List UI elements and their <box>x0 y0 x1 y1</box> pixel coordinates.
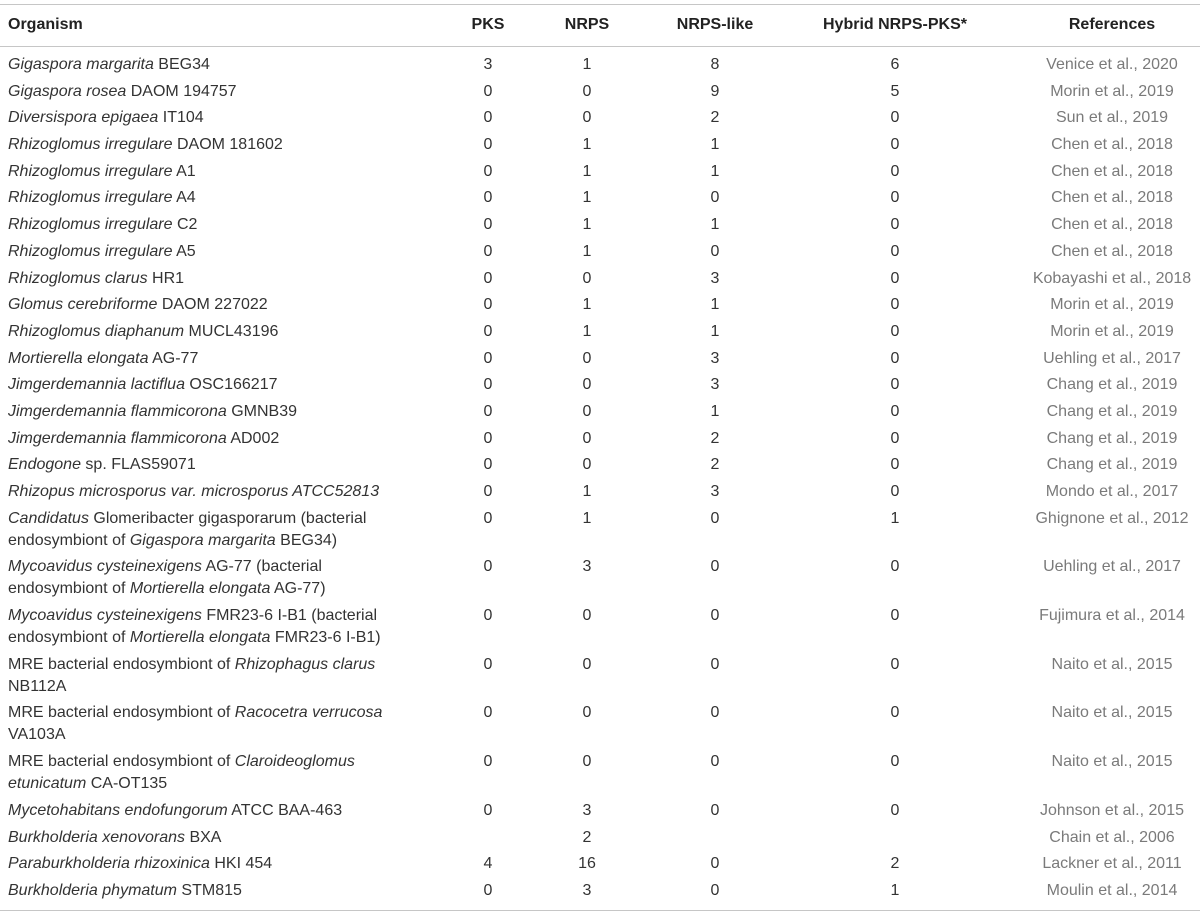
table-row <box>0 479 1200 506</box>
cell-reference: Naito et al., 2015 <box>1051 753 1173 771</box>
cell-nrps: 1 <box>582 56 592 73</box>
cell-nrps: 0 <box>582 269 592 287</box>
cell-hybrid-nrps-pks: 0 <box>890 607 900 625</box>
cell-nrps: 1 <box>582 296 592 314</box>
cell-reference: Chang et al., 2019 <box>1046 456 1178 474</box>
cell-pks: 0 <box>483 376 493 394</box>
cell-organism <box>0 158 440 185</box>
cell-nrps: 0 <box>582 429 592 447</box>
cell-hybrid-nrps-pks: 0 <box>890 429 900 447</box>
taxon-name: Jimgerdemannia flammicorona <box>8 402 227 420</box>
cell-organism <box>0 319 440 346</box>
organism-text: MRE bacterial endosymbiont of <box>8 655 235 673</box>
organism-text: sp. FLAS59071 <box>80 456 196 474</box>
taxon-name: Gigaspora rosea <box>8 82 127 100</box>
organism-text: OSC166217 <box>184 376 278 394</box>
organism-text: NB112A <box>8 677 67 695</box>
cell-hybrid-nrps-pks: 0 <box>890 349 900 367</box>
cell-reference: Morin et al., 2019 <box>1050 322 1174 340</box>
taxon-name: Gigaspora margarita <box>8 56 154 73</box>
organism-text: FMR23-6 I-B1) <box>270 629 381 647</box>
table-header-row <box>0 5 1200 47</box>
organism-text: DAOM 194757 <box>126 82 237 100</box>
cell-nrps-like: 2 <box>710 429 720 447</box>
table-row <box>0 185 1200 212</box>
cell-reference: Chain et al., 2006 <box>1049 828 1175 846</box>
cell-nrps-like <box>638 824 792 851</box>
table-row <box>0 505 1200 554</box>
header-nrps: NRPS <box>564 16 610 33</box>
cell-nrps-like: 0 <box>710 242 720 260</box>
taxon-name: Rhizoglomus irregulare <box>8 216 173 234</box>
table-row <box>0 749 1200 798</box>
header-organism: Organism <box>8 16 83 33</box>
cell-hybrid-nrps-pks: 0 <box>890 655 900 673</box>
cell-organism <box>0 554 440 603</box>
cell-hybrid-nrps-pks: 0 <box>890 402 900 420</box>
cell-hybrid-nrps-pks: 0 <box>890 269 900 287</box>
table-row <box>0 700 1200 749</box>
table-row <box>0 425 1200 452</box>
organism-text: ATCC BAA-463 <box>227 801 343 819</box>
cell-nrps-like: 1 <box>710 136 720 154</box>
organism-text: HR1 <box>147 269 185 287</box>
cell-pks: 0 <box>483 881 493 899</box>
taxon-name: Diversispora epigaea <box>8 109 159 127</box>
cell-hybrid-nrps-pks: 0 <box>890 558 900 576</box>
cell-nrps-like: 3 <box>710 483 720 500</box>
taxon-name: Mycetohabitans endofungorum <box>8 801 228 819</box>
cell-nrps: 1 <box>582 509 592 527</box>
cell-nrps-like: 9 <box>710 82 720 100</box>
cell-hybrid-nrps-pks: 0 <box>890 322 900 340</box>
taxon-name: Rhizopus microsporus var. microsporus ATCC52813 <box>8 483 380 500</box>
cell-organism <box>0 851 440 878</box>
cell-nrps: 1 <box>582 242 592 260</box>
cell-reference: Chen et al., 2018 <box>1051 216 1173 234</box>
taxon-name: Rhizoglomus irregulare <box>8 136 173 154</box>
cell-pks: 4 <box>483 855 493 873</box>
cell-reference: Chang et al., 2019 <box>1046 402 1178 420</box>
cell-reference: Fujimura et al., 2014 <box>1039 607 1185 625</box>
cell-pks: 0 <box>483 216 493 234</box>
organism-text: Glomeribacter gigasporarum (bacterial endosymbiont of <box>8 509 367 549</box>
cell-pks: 3 <box>483 56 493 73</box>
table-row <box>0 212 1200 239</box>
cell-organism <box>0 185 440 212</box>
table-row <box>0 238 1200 265</box>
table-row <box>0 292 1200 319</box>
cell-nrps: 1 <box>582 189 592 207</box>
cell-nrps-like: 2 <box>710 109 720 127</box>
table-row <box>0 603 1200 652</box>
organism-text: DAOM 227022 <box>157 296 268 314</box>
cell-hybrid-nrps-pks: 0 <box>890 483 900 500</box>
cell-organism <box>0 505 440 554</box>
cell-nrps-like: 0 <box>710 189 720 207</box>
header-nrps-like: NRPS-like <box>676 16 754 33</box>
cell-nrps-like: 0 <box>710 881 720 899</box>
cell-reference: Chang et al., 2019 <box>1046 429 1178 447</box>
cell-organism <box>0 238 440 265</box>
cell-nrps: 1 <box>582 136 592 154</box>
cell-reference: Chen et al., 2018 <box>1051 242 1173 260</box>
header-references: References <box>1068 16 1156 33</box>
taxon-name: Jimgerdemannia lactiflua <box>8 376 185 394</box>
cell-nrps: 0 <box>582 376 592 394</box>
cell-nrps-like: 3 <box>710 376 720 394</box>
taxon-name: Mycoavidus cysteinexigens <box>8 558 202 576</box>
cell-organism <box>0 878 440 910</box>
cell-pks: 0 <box>483 558 493 576</box>
organism-text: BXA <box>185 828 222 846</box>
cell-hybrid-nrps-pks <box>792 824 998 851</box>
table-body <box>0 47 1200 910</box>
cell-organism <box>0 797 440 824</box>
cell-nrps: 0 <box>582 607 592 625</box>
cell-nrps-like: 0 <box>710 558 720 576</box>
organism-text: AG-77 <box>148 349 199 367</box>
organism-text: MRE bacterial endosymbiont of <box>8 753 235 771</box>
cell-pks: 0 <box>483 655 493 673</box>
cell-nrps-like: 0 <box>710 655 720 673</box>
cell-nrps: 0 <box>582 655 592 673</box>
taxon-name: Mortierella elongata <box>129 580 271 598</box>
cell-nrps-like: 3 <box>710 269 720 287</box>
cell-hybrid-nrps-pks: 0 <box>890 189 900 207</box>
cell-reference: Mondo et al., 2017 <box>1045 483 1179 500</box>
cell-organism <box>0 47 440 78</box>
cell-nrps: 1 <box>582 322 592 340</box>
cell-pks: 0 <box>483 704 493 722</box>
cell-hybrid-nrps-pks: 0 <box>890 296 900 314</box>
taxon-name: Rhizoglomus diaphanum <box>8 322 185 340</box>
taxon-name: Mortierella elongata <box>8 349 149 367</box>
cell-nrps: 3 <box>582 558 592 576</box>
cell-nrps: 0 <box>582 753 592 771</box>
table-row <box>0 372 1200 399</box>
cell-hybrid-nrps-pks: 0 <box>890 753 900 771</box>
organism-text: FMR23-6 I-B1 (bacterial endosymbiont of <box>8 607 378 647</box>
cell-organism <box>0 292 440 319</box>
cell-organism <box>0 651 440 700</box>
cell-pks: 0 <box>483 269 493 287</box>
cell-reference: Naito et al., 2015 <box>1051 704 1173 722</box>
cell-pks: 0 <box>483 429 493 447</box>
cell-nrps-like: 1 <box>710 402 720 420</box>
cell-reference: Moulin et al., 2014 <box>1046 881 1178 899</box>
cell-organism <box>0 132 440 159</box>
organism-text: A4 <box>172 189 196 207</box>
cell-hybrid-nrps-pks: 1 <box>890 509 900 527</box>
organism-text: AD002 <box>226 429 280 447</box>
organism-text: MRE bacterial endosymbiont of <box>8 704 235 722</box>
cell-nrps: 0 <box>582 109 592 127</box>
cell-pks: 0 <box>483 349 493 367</box>
cell-reference: Ghignone et al., 2012 <box>1035 509 1189 527</box>
cell-reference: Chen et al., 2018 <box>1051 162 1173 180</box>
cell-nrps-like: 0 <box>710 509 720 527</box>
cell-pks: 0 <box>483 242 493 260</box>
header-hybrid-nrps-pks: Hybrid NRPS-PKS* <box>822 16 968 33</box>
cell-reference: Chen et al., 2018 <box>1051 136 1173 154</box>
taxon-name: Mycoavidus cysteinexigens <box>8 607 202 625</box>
cell-reference: Chang et al., 2019 <box>1046 376 1178 394</box>
cell-nrps: 1 <box>582 162 592 180</box>
taxon-name: Paraburkholderia rhizoxinica <box>8 855 210 873</box>
cell-nrps-like: 1 <box>710 296 720 314</box>
cell-reference: Sun et al., 2019 <box>1055 109 1169 127</box>
taxon-name: Endogone <box>8 456 81 474</box>
cell-reference: Morin et al., 2019 <box>1050 82 1174 100</box>
cell-nrps-like: 0 <box>710 801 720 819</box>
table-row <box>0 651 1200 700</box>
taxon-name: Gigaspora margarita <box>129 531 276 549</box>
table-row <box>0 554 1200 603</box>
taxon-name: Mortierella elongata <box>129 629 271 647</box>
cell-hybrid-nrps-pks: 0 <box>890 136 900 154</box>
cell-organism <box>0 78 440 105</box>
cell-reference: Uehling et al., 2017 <box>1043 349 1181 367</box>
table-row <box>0 452 1200 479</box>
cell-nrps: 2 <box>582 828 592 846</box>
organism-text: MUCL43196 <box>184 322 279 340</box>
organism-text: GMNB39 <box>226 402 298 420</box>
table-row <box>0 851 1200 878</box>
cell-nrps-like: 0 <box>710 855 720 873</box>
cell-reference: Chen et al., 2018 <box>1051 189 1173 207</box>
cell-pks: 0 <box>483 136 493 154</box>
cell-organism <box>0 479 440 506</box>
cell-organism <box>0 749 440 798</box>
cell-organism <box>0 265 440 292</box>
cell-hybrid-nrps-pks: 0 <box>890 704 900 722</box>
taxon-name: Rhizoglomus irregulare <box>8 242 173 260</box>
cell-nrps: 0 <box>582 456 592 474</box>
organism-text: C2 <box>172 216 198 234</box>
table-row <box>0 265 1200 292</box>
cell-reference: Kobayashi et al., 2018 <box>1032 269 1192 287</box>
cell-nrps-like: 8 <box>710 56 720 73</box>
cell-nrps: 1 <box>582 483 592 500</box>
cell-nrps-like: 0 <box>710 607 720 625</box>
cell-nrps: 3 <box>582 801 592 819</box>
cell-reference: Lackner et al., 2011 <box>1042 855 1182 873</box>
table-row <box>0 319 1200 346</box>
cell-pks: 0 <box>483 189 493 207</box>
cell-reference: Johnson et al., 2015 <box>1039 801 1185 819</box>
cell-hybrid-nrps-pks: 0 <box>890 109 900 127</box>
cell-pks: 0 <box>483 483 493 500</box>
cell-organism <box>0 452 440 479</box>
cell-pks: 0 <box>483 162 493 180</box>
cell-pks: 0 <box>483 753 493 771</box>
organism-text: BEG34) <box>275 531 338 549</box>
organism-text: A1 <box>172 162 196 180</box>
cell-hybrid-nrps-pks: 0 <box>890 801 900 819</box>
table-row <box>0 158 1200 185</box>
cell-hybrid-nrps-pks: 2 <box>890 855 900 873</box>
cell-nrps: 0 <box>582 704 592 722</box>
cell-pks: 0 <box>483 82 493 100</box>
cell-organism <box>0 603 440 652</box>
cell-pks: 0 <box>483 322 493 340</box>
data-table <box>0 4 1200 911</box>
cell-reference: Venice et al., 2020 <box>1046 56 1178 73</box>
cell-hybrid-nrps-pks: 1 <box>890 881 900 899</box>
organism-text: A5 <box>172 242 196 260</box>
cell-organism <box>0 372 440 399</box>
cell-hybrid-nrps-pks: 0 <box>890 456 900 474</box>
table-row <box>0 47 1200 78</box>
cell-pks: 0 <box>483 607 493 625</box>
cell-nrps: 1 <box>582 216 592 234</box>
organism-text: BEG34 <box>153 56 210 73</box>
cell-nrps-like: 0 <box>710 704 720 722</box>
cell-hybrid-nrps-pks: 0 <box>890 242 900 260</box>
taxon-name: Racocetra verrucosa <box>234 704 383 722</box>
taxon-name: Claroideoglomus etunicatum <box>8 753 355 793</box>
cell-reference: Morin et al., 2019 <box>1050 296 1174 314</box>
taxon-name: Rhizoglomus clarus <box>8 269 148 287</box>
cell-organism <box>0 345 440 372</box>
cell-hybrid-nrps-pks: 0 <box>890 216 900 234</box>
taxon-name: Burkholderia phymatum <box>8 881 177 899</box>
cell-nrps-like: 1 <box>710 216 720 234</box>
organism-text: CA-OT135 <box>86 775 168 793</box>
cell-hybrid-nrps-pks: 0 <box>890 162 900 180</box>
taxon-name: Glomus cerebriforme <box>8 296 158 314</box>
cell-organism <box>0 824 440 851</box>
organism-text: AG-77 (bacterial endosymbiont of <box>8 558 322 598</box>
table-row <box>0 132 1200 159</box>
cell-pks: 0 <box>483 109 493 127</box>
table-row <box>0 345 1200 372</box>
cell-pks: 0 <box>483 402 493 420</box>
cell-nrps-like: 1 <box>710 322 720 340</box>
cell-nrps-like: 1 <box>710 162 720 180</box>
header-pks: PKS <box>471 16 505 33</box>
cell-organism <box>0 105 440 132</box>
cell-pks: 0 <box>483 456 493 474</box>
cell-nrps: 3 <box>582 881 592 899</box>
taxon-name: Candidatus <box>8 509 89 527</box>
organism-text: IT104 <box>158 109 204 127</box>
cell-nrps-like: 0 <box>710 753 720 771</box>
organism-text: AG-77) <box>270 580 326 598</box>
table-row <box>0 797 1200 824</box>
table-row <box>0 878 1200 910</box>
taxon-name: Rhizoglomus irregulare <box>8 189 173 207</box>
taxon-name: Rhizophagus clarus <box>234 655 376 673</box>
cell-pks: 0 <box>483 801 493 819</box>
cell-organism <box>0 212 440 239</box>
cell-hybrid-nrps-pks: 0 <box>890 376 900 394</box>
cell-nrps: 0 <box>582 402 592 420</box>
cell-organism <box>0 700 440 749</box>
organism-text: DAOM 181602 <box>172 136 283 154</box>
taxon-name: Rhizoglomus irregulare <box>8 162 173 180</box>
organism-text: VA103A <box>8 726 66 744</box>
cell-organism <box>0 399 440 426</box>
cell-pks: 0 <box>483 296 493 314</box>
cell-hybrid-nrps-pks: 5 <box>890 82 900 100</box>
organism-text: STM815 <box>176 881 242 899</box>
cell-nrps: 0 <box>582 349 592 367</box>
table-row <box>0 78 1200 105</box>
cell-reference: Uehling et al., 2017 <box>1043 558 1181 576</box>
cell-organism <box>0 425 440 452</box>
cell-hybrid-nrps-pks: 6 <box>890 56 900 73</box>
cell-reference: Naito et al., 2015 <box>1051 655 1173 673</box>
cell-nrps-like: 2 <box>710 456 720 474</box>
cell-nrps: 16 <box>578 855 596 873</box>
cell-pks: 0 <box>483 509 493 527</box>
table-row <box>0 105 1200 132</box>
taxon-name: Jimgerdemannia flammicorona <box>8 429 227 447</box>
table-row <box>0 399 1200 426</box>
cell-nrps-like: 3 <box>710 349 720 367</box>
table-row <box>0 824 1200 851</box>
cell-nrps: 0 <box>582 82 592 100</box>
cell-pks <box>440 824 536 851</box>
taxon-name: Burkholderia xenovorans <box>8 828 185 846</box>
organism-text: HKI 454 <box>209 855 273 873</box>
